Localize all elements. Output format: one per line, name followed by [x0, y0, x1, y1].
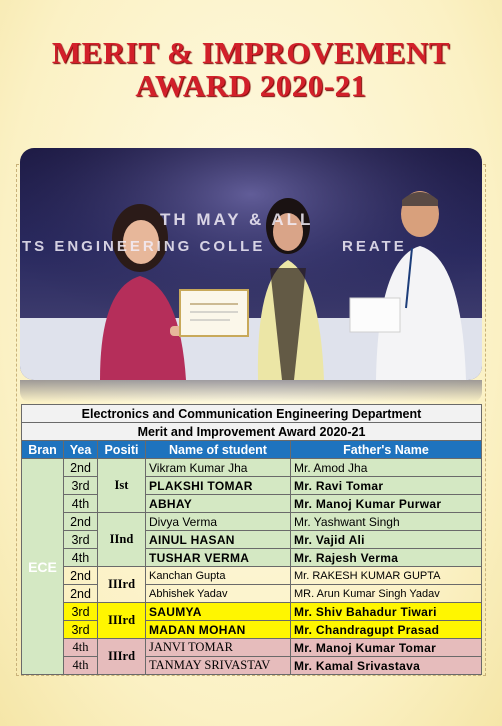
- father-name: Mr. Rajesh Verma: [291, 549, 482, 567]
- page-title: [0, 36, 502, 102]
- position-cell: IIIrd: [98, 639, 146, 675]
- table-row: [22, 657, 482, 675]
- award-subtitle: Merit and Improvement Award 2020-21: [22, 423, 482, 441]
- table-row: [22, 585, 482, 603]
- ceremony-illustration: [20, 148, 482, 380]
- year-cell: 4th: [64, 549, 98, 567]
- student-name: AINUL HASAN: [146, 531, 291, 549]
- father-name: Mr. Manoj Kumar Purwar: [291, 495, 482, 513]
- branch-cell: ECE: [22, 459, 64, 675]
- father-name: Mr. Yashwant Singh: [291, 513, 482, 531]
- year-cell: 3rd: [64, 621, 98, 639]
- student-name: JANVI TOMAR: [146, 639, 291, 657]
- position-cell: IIIrd: [98, 603, 146, 639]
- year-cell: 4th: [64, 639, 98, 657]
- banner-text-1: TH MAY & ALL: [160, 210, 314, 229]
- father-name: Mr. Chandragupt Prasad: [291, 621, 482, 639]
- table-row: [22, 513, 482, 531]
- year-cell: 3rd: [64, 477, 98, 495]
- year-cell: 4th: [64, 657, 98, 675]
- table-row: [22, 549, 482, 567]
- banner-text-3: REATE: [342, 238, 407, 255]
- father-name: Mr. Shiv Bahadur Tiwari: [291, 603, 482, 621]
- student-name: Abhishek Yadav: [146, 585, 291, 603]
- column-header-branch: Bran: [22, 441, 64, 459]
- student-name: MADAN MOHAN: [146, 621, 291, 639]
- father-name: Mr. Manoj Kumar Tomar: [291, 639, 482, 657]
- father-name: MR. Arun Kumar Singh Yadav: [291, 585, 482, 603]
- student-name: PLAKSHI TOMAR: [146, 477, 291, 495]
- father-name: Mr. Amod Jha: [291, 459, 482, 477]
- table-row: [22, 639, 482, 657]
- student-name: SAUMYA: [146, 603, 291, 621]
- student-name: Vikram Kumar Jha: [146, 459, 291, 477]
- column-header-position: Positi: [98, 441, 146, 459]
- column-header-father: Father's Name: [291, 441, 482, 459]
- table-row: [22, 495, 482, 513]
- title-line-1: MERIT & IMPROVEMENT: [51, 35, 451, 70]
- student-name: Divya Verma: [146, 513, 291, 531]
- banner-text-2: TS ENGINEERING COLLE: [22, 238, 266, 255]
- student-name: Kanchan Gupta: [146, 567, 291, 585]
- table-row: [22, 567, 482, 585]
- column-header-student: Name of student: [146, 441, 291, 459]
- year-cell: 4th: [64, 495, 98, 513]
- father-name: Mr. RAKESH KUMAR GUPTA: [291, 567, 482, 585]
- year-cell: 2nd: [64, 513, 98, 531]
- father-name: Mr. Kamal Srivastava: [291, 657, 482, 675]
- student-name: TANMAY SRIVASTAV: [146, 657, 291, 675]
- year-cell: 2nd: [64, 585, 98, 603]
- table-row: [22, 531, 482, 549]
- year-cell: 3rd: [64, 531, 98, 549]
- student-name: TUSHAR VERMA: [146, 549, 291, 567]
- year-cell: 3rd: [64, 603, 98, 621]
- department-heading: Electronics and Communication Engineering Department: [22, 405, 482, 423]
- table-row: [22, 477, 482, 495]
- table-row: [22, 603, 482, 621]
- table-row: [22, 621, 482, 639]
- position-cell: Ist: [98, 459, 146, 513]
- position-cell: IIIrd: [98, 567, 146, 603]
- father-name: Mr. Vajid Ali: [291, 531, 482, 549]
- award-ceremony-photo: [20, 148, 482, 380]
- photo-reflection: [20, 380, 482, 402]
- table-row: [22, 459, 482, 477]
- title-line-2: AWARD 2020-21: [135, 68, 367, 103]
- father-name: Mr. Ravi Tomar: [291, 477, 482, 495]
- merit-table: [21, 404, 482, 675]
- position-cell: IInd: [98, 513, 146, 567]
- year-cell: 2nd: [64, 567, 98, 585]
- year-cell: 2nd: [64, 459, 98, 477]
- column-header-row: [22, 441, 482, 459]
- student-name: ABHAY: [146, 495, 291, 513]
- column-header-year: Yea: [64, 441, 98, 459]
